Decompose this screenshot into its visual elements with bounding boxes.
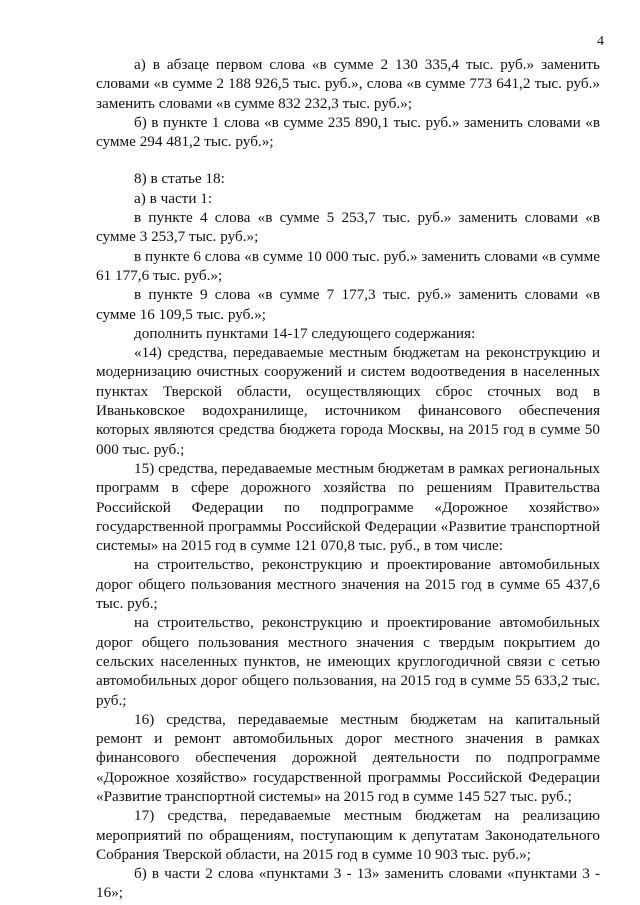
paragraph-part-1: а) в части 1: (134, 189, 213, 207)
paragraph-item-6: в пункте 6 слова «в сумме 10 000 тыс. руб.» заменить словами «в сумме 61 177,6 тыс. руб.»; (96, 247, 600, 284)
paragraph-item-15: 15) средства, передаваемые местным бюджетам в рамках региональных программ в сфере дорожного хозяйства по решениям Правительства Российской Федерации по подпрограмме «Дорожное хозяйство» государственной программы Российской Федерации «Развитие транспортной системы» на 2015 год в сумме 121 070,8 тыс. руб., в том числе: (96, 459, 600, 555)
paragraph-amendment-b: б) в пункте 1 слова «в сумме 235 890,1 тыс. руб.» заменить словами «в сумме 294 481,2 тыс. руб.»; (96, 113, 600, 151)
paragraph-item-4: в пункте 4 слова «в сумме 5 253,7 тыс. руб.» заменить словами «в сумме 3 253,7 тыс. руб.»; (96, 209, 600, 246)
paragraph-item-15-sub-2: на строительство, реконструкцию и проектирование автомобильных дорог общего пользования местного значения с твердым покрытием до сельских населенных пунктов, не имеющих круглогодичной связи с сетью автомобильных дорог общего пользования, на 2015 год в сумме 55 633,2 тыс. руб.; (96, 614, 600, 709)
section-gap (96, 151, 600, 169)
paragraph-add-items: дополнить пунктами 14-17 следующего содержания: (134, 324, 476, 342)
paragraph-item-9: в пункте 9 слова «в сумме 7 177,3 тыс. руб.» заменить словами «в сумме 16 109,5 тыс. руб.»; (96, 286, 600, 323)
paragraph-item-17: 17) средства, передаваемые местным бюджетам на реализацию мероприятий по обращениям, поступающим к депутатам Законодательного Собрания Тверской области, на 2015 год в сумме 10 903 тыс. руб.»; (96, 807, 600, 863)
paragraph-item-15-sub-1: на строительство, реконструкцию и проектирование автомобильных дорог общего пользования местного значения на 2015 год в сумме 65 437,6 тыс. руб.; (96, 556, 600, 613)
paragraph-article-18: 8) в статье 18: (134, 170, 225, 188)
paragraph-item-14: «14) средства, передаваемые местным бюджетам на реконструкцию и модернизацию очистных сооружений и систем водоотведения в населенных пунктах Тверской области, осуществляющих сброс сточных вод в Иваньковское водохранилище, источником финансового обеспечения которых являются средства бюджета города Москвы, на 2015 год в сумме 50 000 тыс. руб.; (96, 344, 600, 458)
paragraph-item-16: 16) средства, передаваемые местным бюджетам на капитальный ремонт и ремонт автомобильных дорог местного значения в рамках финансового обеспечения дорожной деятельности по подпрограмме «Дорожное хозяйство» государственной программы Российской Федерации «Развитие транспортной системы» на 2015 год в сумме 145 527 тыс. руб.; (96, 710, 600, 805)
paragraph-part-2: б) в части 2 слова «пунктами 3 - 13» заменить словами «пунктами 3 - 16»; (96, 865, 600, 902)
page-number: 4 (597, 34, 604, 49)
document-body (96, 55, 600, 903)
paragraph-amendment-a: а) в абзаце первом слова «в сумме 2 130 335,4 тыс. руб.» заменить словами «в сумме 2 188 926,5 тыс. руб.», слова «в сумме 773 641,2 тыс. руб.» заменить словами «в сумме 832 232,3 тыс. руб.»; (96, 56, 600, 112)
